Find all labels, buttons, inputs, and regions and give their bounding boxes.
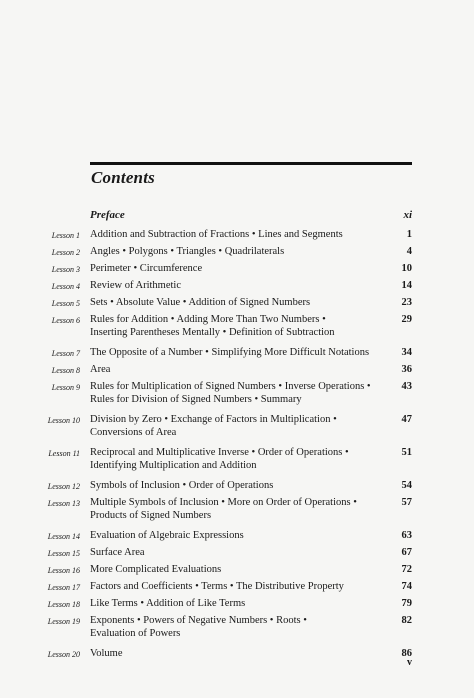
topic-line: Rules for Division of Signed Numbers • Summary [90,394,302,405]
page-number: 82 [401,615,412,626]
lesson-label: Lesson 11 [48,449,80,458]
lesson-label: Lesson 9 [51,383,80,392]
topic-line: Volume [90,648,123,659]
topic-line: Sets • Absolute Value • Addition of Signed Numbers [90,297,311,308]
lesson-topics [90,380,380,406]
lesson-topics [90,363,380,376]
lesson-label: Lesson 15 [47,549,80,558]
lesson-label: Lesson 4 [51,282,80,291]
preface-label: Preface [90,209,125,221]
topic-line: Products of Signed Numbers [90,510,212,521]
page-number: 74 [401,581,412,592]
lesson-label: Lesson 7 [51,349,80,358]
lesson-topics [90,279,380,292]
lesson-label: Lesson 18 [47,600,80,609]
topic-line: The Opposite of a Number • Simplifying More Difficult Notations [90,347,370,358]
page-folio: v [407,657,412,668]
lesson-topics [90,580,380,593]
page-number: 43 [401,381,412,392]
topic-line: Division by Zero • Exchange of Factors in Multiplication • [90,414,337,425]
page-number: 10 [401,263,412,274]
page-number: 51 [401,447,412,458]
page-number: 23 [401,297,412,308]
topic-line: Multiple Symbols of Inclusion • More on Order of Operations • [90,497,357,508]
lesson-topics [90,413,380,439]
lesson-topics [90,228,380,241]
page-number: 57 [401,497,412,508]
page-number: 54 [401,480,412,491]
lesson-label: Lesson 14 [47,532,80,541]
lesson-label: Lesson 19 [47,617,80,626]
page-number: 47 [401,414,412,425]
lesson-label: Lesson 17 [47,583,80,592]
lesson-label: Lesson 2 [51,248,80,257]
lesson-label: Lesson 6 [51,316,80,325]
page-number: 34 [401,347,412,358]
topic-line: More Complicated Evaluations [90,564,222,575]
lesson-topics [90,346,380,359]
topic-line: Inserting Parentheses Mentally • Definition of Subtraction [90,327,335,338]
topic-line: Perimeter • Circumference [90,263,203,274]
lesson-label: Lesson 5 [51,299,80,308]
lesson-topics [90,262,380,275]
lesson-topics [90,313,380,339]
lesson-topics [90,296,380,309]
lesson-label: Lesson 12 [47,482,80,491]
lesson-topics [90,614,380,640]
topic-line: Exponents • Powers of Negative Numbers • Roots • [90,615,307,626]
lesson-topics [90,529,380,542]
page-number: 4 [406,246,412,257]
topic-line: Identifying Multiplication and Addition [90,460,257,471]
lesson-topics [90,496,380,522]
lesson-label: Lesson 8 [51,366,80,375]
topic-line: Surface Area [90,547,145,558]
lesson-label: Lesson 1 [51,231,80,240]
topic-line: Evaluation of Powers [90,628,181,639]
topic-line: Review of Arithmetic [90,280,181,291]
page-number: 14 [401,280,412,291]
topic-line: Rules for Addition • Adding More Than Two Numbers • [90,314,326,325]
page-number: 79 [401,598,412,609]
topic-line: Rules for Multiplication of Signed Numbers • Inverse Operations • [90,381,371,392]
lesson-label: Lesson 10 [47,416,80,425]
topic-line: Conversions of Area [90,427,177,438]
lesson-label: Lesson 3 [51,265,80,274]
topic-line: Addition and Subtraction of Fractions • Lines and Segments [90,229,343,240]
lesson-label: Lesson 13 [47,499,80,508]
page-number: 67 [401,547,412,558]
lesson-topics [90,446,380,472]
topic-line: Like Terms • Addition of Like Terms [90,598,246,609]
lesson-topics [90,245,380,258]
lesson-topics [90,647,380,660]
page-number: 63 [401,530,412,541]
page-number: 29 [401,314,412,325]
preface-page-number: xi [403,209,412,221]
lesson-topics [90,546,380,559]
page-number: 36 [401,364,412,375]
lesson-topics [90,479,380,492]
topic-line: Factors and Coefficients • Terms • The Distributive Property [90,581,344,592]
topic-line: Area [90,364,111,375]
page-number: 86 [401,648,412,659]
lesson-topics [90,563,380,576]
page-title: Contents [91,168,155,187]
page-number: 72 [401,564,412,575]
lesson-topics [90,597,380,610]
topic-line: Angles • Polygons • Triangles • Quadrilaterals [90,246,285,257]
topic-line: Reciprocal and Multiplicative Inverse • Order of Operations • [90,447,349,458]
page-number: 1 [406,229,412,240]
topic-line: Symbols of Inclusion • Order of Operations [90,480,274,491]
topic-line: Evaluation of Algebraic Expressions [90,530,244,541]
lesson-label: Lesson 20 [47,650,80,659]
lesson-label: Lesson 16 [47,566,80,575]
